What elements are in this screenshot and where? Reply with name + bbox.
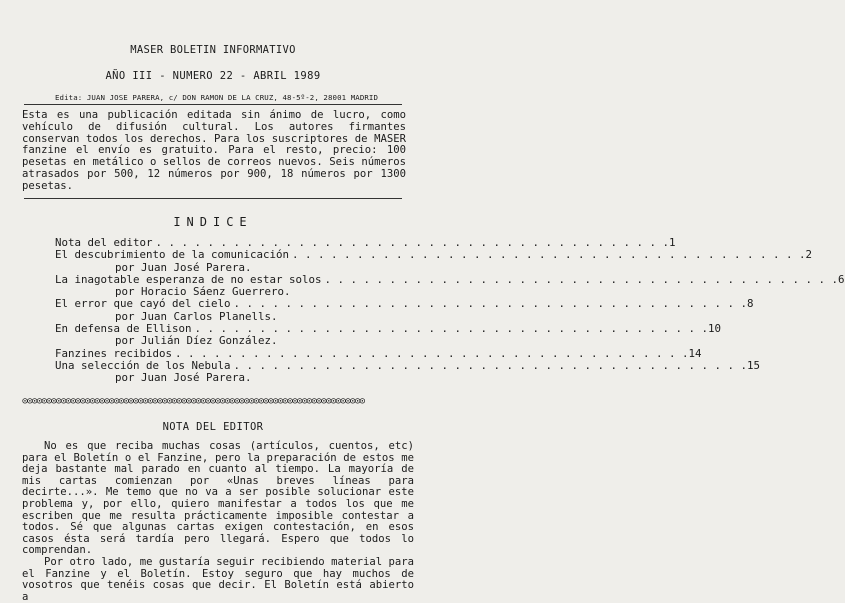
toc-leader-dots: . . . . . . . . . . . . . . . . . . . . . . . . . . . . . . . . . . . . . . . .: [175, 346, 689, 360]
toc-leader-dots: . . . . . . . . . . . . . . . . . . . . . . . . . . . . . . . . . . . . . . . .: [233, 297, 748, 311]
toc-entry-page: 14: [688, 346, 702, 360]
toc-entry-author: por Juan José Parera.: [115, 260, 252, 274]
toc-entry: [55, 297, 754, 311]
toc-entry-page: 15: [747, 358, 761, 372]
intro-block: [22, 110, 406, 193]
toc-entry-page: 10: [708, 322, 722, 336]
toc-entry-title: En defensa de Ellison: [55, 322, 192, 336]
toc-entry-page: 6: [838, 272, 845, 286]
toc-entry-title: Fanzines recibidos: [55, 346, 173, 360]
toc-entry-title: Una selección de los Nebula: [55, 358, 231, 372]
note-paragraph: No es que reciba muchas cosas (artículos, cuentos, etc) para el Boletín o el Fanzine, pero la preparación de estos me deja bastante mal parado en cuanto al tiempo. La mayoría de mis cartas comienzan por «Unas breves líneas para decirte...». Me temo que no va a ser posible solucionar este problema y, por ello, quiero manifestar a todos los que me escriben que me resulta prácticamente imposible contestar a todos. Sé que algunas cartas exigen contestación, en esos casos ésta será tardía pero llegará. Espero que todos lo comprendan.: [22, 440, 414, 557]
toc-entry-author: por Juan José Parera.: [115, 371, 252, 385]
toc-entry-title: El descubrimiento de la comunicación: [55, 248, 290, 262]
chain-divider: ⊙⊙⊙⊙⊙⊙⊙⊙⊙⊙⊙⊙⊙⊙⊙⊙⊙⊙⊙⊙⊙⊙⊙⊙⊙⊙⊙⊙⊙⊙⊙⊙⊙⊙⊙⊙⊙⊙⊙⊙⊙⊙⊙⊙⊙⊙⊙⊙⊙⊙⊙⊙⊙⊙⊙⊙⊙⊙⊙⊙⊙⊙⊙⊙⊙⊙⊙⊙⊙⊙⊙: [22, 396, 365, 407]
toc-entry: [55, 248, 813, 262]
toc-leader-dots: . . . . . . . . . . . . . . . . . . . . . . . . . . . . . . . . . . . . . . . .: [155, 236, 670, 249]
toc-leader-dots: . . . . . . . . . . . . . . . . . . . . . . . . . . . . . . . . . . . . . . . .: [194, 322, 709, 336]
toc-entry-title: El error que cayó del cielo: [55, 297, 231, 311]
toc-entry-page: 1: [669, 236, 676, 249]
index-title: INDICE: [173, 215, 253, 229]
toc-entry-author: por Juan Carlos Planells.: [115, 309, 278, 323]
section-title: NOTA DEL EDITOR: [162, 421, 264, 433]
editor-address: Edita: JUAN JOSE PARERA, c/ DON RAMON DE LA CRUZ, 48-5º-2, 28001 MADRID: [55, 93, 379, 102]
toc-leader-dots: . . . . . . . . . . . . . . . . . . . . . . . . . . . . . . . . . . . . . . . .: [324, 272, 839, 286]
toc-entry-author: por Julián Díez González.: [115, 334, 278, 348]
toc-entry-title: La inagotable esperanza de no estar solos: [55, 272, 322, 286]
divider-line: [24, 104, 402, 105]
editor-note-body: [22, 441, 414, 603]
toc-entry-author: por Horacio Sáenz Guerrero.: [115, 285, 291, 299]
toc-entry-title: Nota del editor: [55, 236, 153, 249]
bulletin-title: MASER BOLETIN INFORMATIVO: [130, 44, 296, 56]
toc-entry-page: 2: [805, 248, 813, 262]
table-of-contents: [55, 236, 845, 385]
divider-line: [24, 198, 402, 199]
note-paragraph: Por otro lado, me gustaría seguir recibiendo material para el Fanzine y el Boletín. Estoy seguro que hay muchos de vosotros que tenéis cosas que decir. El Boletín está abierto a: [22, 555, 414, 603]
issue-line: AÑO III - NUMERO 22 - ABRIL 1989: [105, 70, 321, 82]
toc-entry-page: 8: [747, 297, 754, 311]
intro-paragraph: Esta es una publicación editada sin ánimo de lucro, como vehículo de difusión cultural. Los autores firmantes conservan todos los derechos. Para los suscriptores de MASER fanzine el envío es gratuito. Para el resto, precio: 100 pesetas en metálico o sellos de correos nuevos. Seis números atrasados por 500, 12 números por 900, 18 números por 1300 pesetas.: [22, 109, 406, 192]
toc-leader-dots: . . . . . . . . . . . . . . . . . . . . . . . . . . . . . . . . . . . . . . . .: [233, 358, 748, 372]
toc-leader-dots: . . . . . . . . . . . . . . . . . . . . . . . . . . . . . . . . . . . . . . . .: [292, 248, 806, 262]
